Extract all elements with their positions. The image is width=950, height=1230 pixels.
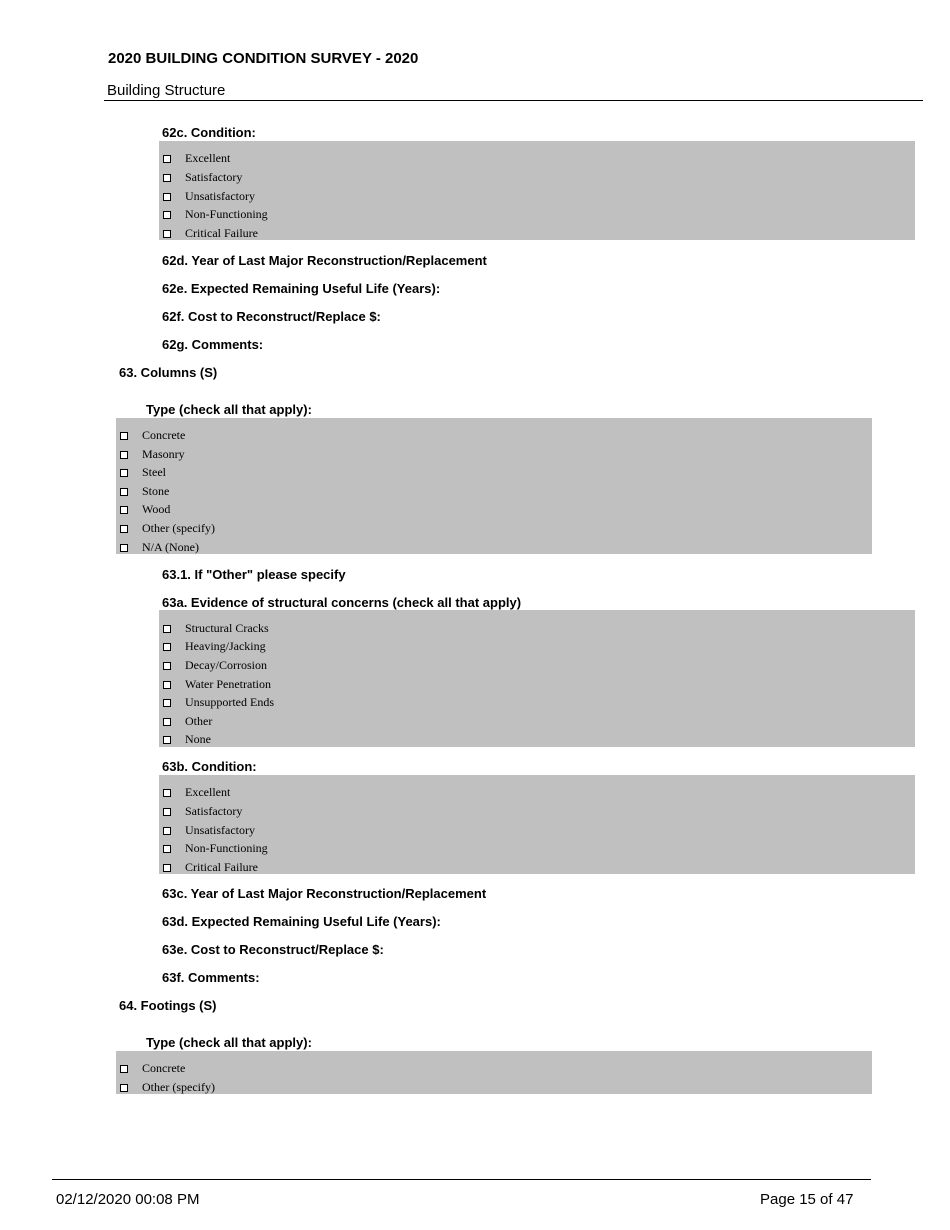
checkbox[interactable]: [120, 1065, 128, 1073]
document-title: 2020 BUILDING CONDITION SURVEY - 2020: [108, 50, 419, 67]
checkbox[interactable]: [163, 211, 171, 219]
checkbox[interactable]: [120, 525, 128, 533]
question-63a-label: 63a. Evidence of structural concerns (check all that apply): [162, 595, 522, 610]
question-64-options: Concrete Other (specify): [116, 1051, 872, 1094]
question-62f-label: 62f. Cost to Reconstruct/Replace $:: [162, 309, 381, 324]
question-64-type-label: Type (check all that apply):: [146, 1035, 312, 1050]
page-number: Page 15 of 47: [760, 1191, 854, 1208]
checkbox[interactable]: [163, 681, 171, 689]
checkbox[interactable]: [163, 230, 171, 238]
question-63b-options: Excellent Satisfactory Unsatisfactory Non-Functioning Critical Failure: [159, 775, 915, 874]
question-63f-label: 63f. Comments:: [162, 970, 260, 985]
checkbox[interactable]: [163, 643, 171, 651]
checkbox[interactable]: [163, 736, 171, 744]
checkbox[interactable]: [120, 488, 128, 496]
checkbox[interactable]: [163, 193, 171, 201]
question-64-label: 64. Footings (S): [119, 998, 217, 1013]
question-63c-label: 63c. Year of Last Major Reconstruction/Replacement: [162, 886, 487, 901]
question-63-options: Concrete Masonry Steel Stone Wood Other (specify) N/A (None): [116, 418, 872, 554]
checkbox[interactable]: [163, 699, 171, 707]
checkbox[interactable]: [163, 625, 171, 633]
question-63e-label: 63e. Cost to Reconstruct/Replace $:: [162, 942, 384, 957]
checkbox[interactable]: [163, 845, 171, 853]
checkbox[interactable]: [163, 864, 171, 872]
question-63-1-label: 63.1. If "Other" please specify: [162, 567, 346, 582]
checkbox[interactable]: [163, 662, 171, 670]
checkbox[interactable]: [120, 1084, 128, 1092]
section-title: Building Structure: [107, 82, 226, 99]
checkbox[interactable]: [120, 469, 128, 477]
question-63-label: 63. Columns (S): [119, 365, 218, 380]
header-divider: [104, 100, 923, 101]
footer-timestamp: 02/12/2020 00:08 PM: [56, 1191, 200, 1208]
checkbox[interactable]: [120, 506, 128, 514]
checkbox[interactable]: [163, 808, 171, 816]
checkbox[interactable]: [163, 789, 171, 797]
checkbox[interactable]: [163, 174, 171, 182]
question-62d-label: 62d. Year of Last Major Reconstruction/Replacement: [162, 253, 487, 268]
question-63b-label: 63b. Condition:: [162, 759, 257, 774]
question-63d-label: 63d. Expected Remaining Useful Life (Years):: [162, 914, 441, 929]
question-62c-options: Excellent Satisfactory Unsatisfactory Non-Functioning Critical Failure: [159, 141, 915, 240]
checkbox[interactable]: [120, 544, 128, 552]
question-63a-options: Structural Cracks Heaving/Jacking Decay/Corrosion Water Penetration Unsupported Ends Other None: [159, 610, 915, 747]
checkbox[interactable]: [163, 827, 171, 835]
checkbox[interactable]: [120, 451, 128, 459]
checkbox[interactable]: [163, 718, 171, 726]
question-62e-label: 62e. Expected Remaining Useful Life (Years):: [162, 281, 441, 296]
question-63-type-label: Type (check all that apply):: [146, 402, 312, 417]
question-62c-label: 62c. Condition:: [162, 125, 256, 140]
question-62g-label: 62g. Comments:: [162, 337, 264, 352]
footer-divider: [52, 1179, 871, 1180]
checkbox[interactable]: [163, 155, 171, 163]
checkbox[interactable]: [120, 432, 128, 440]
